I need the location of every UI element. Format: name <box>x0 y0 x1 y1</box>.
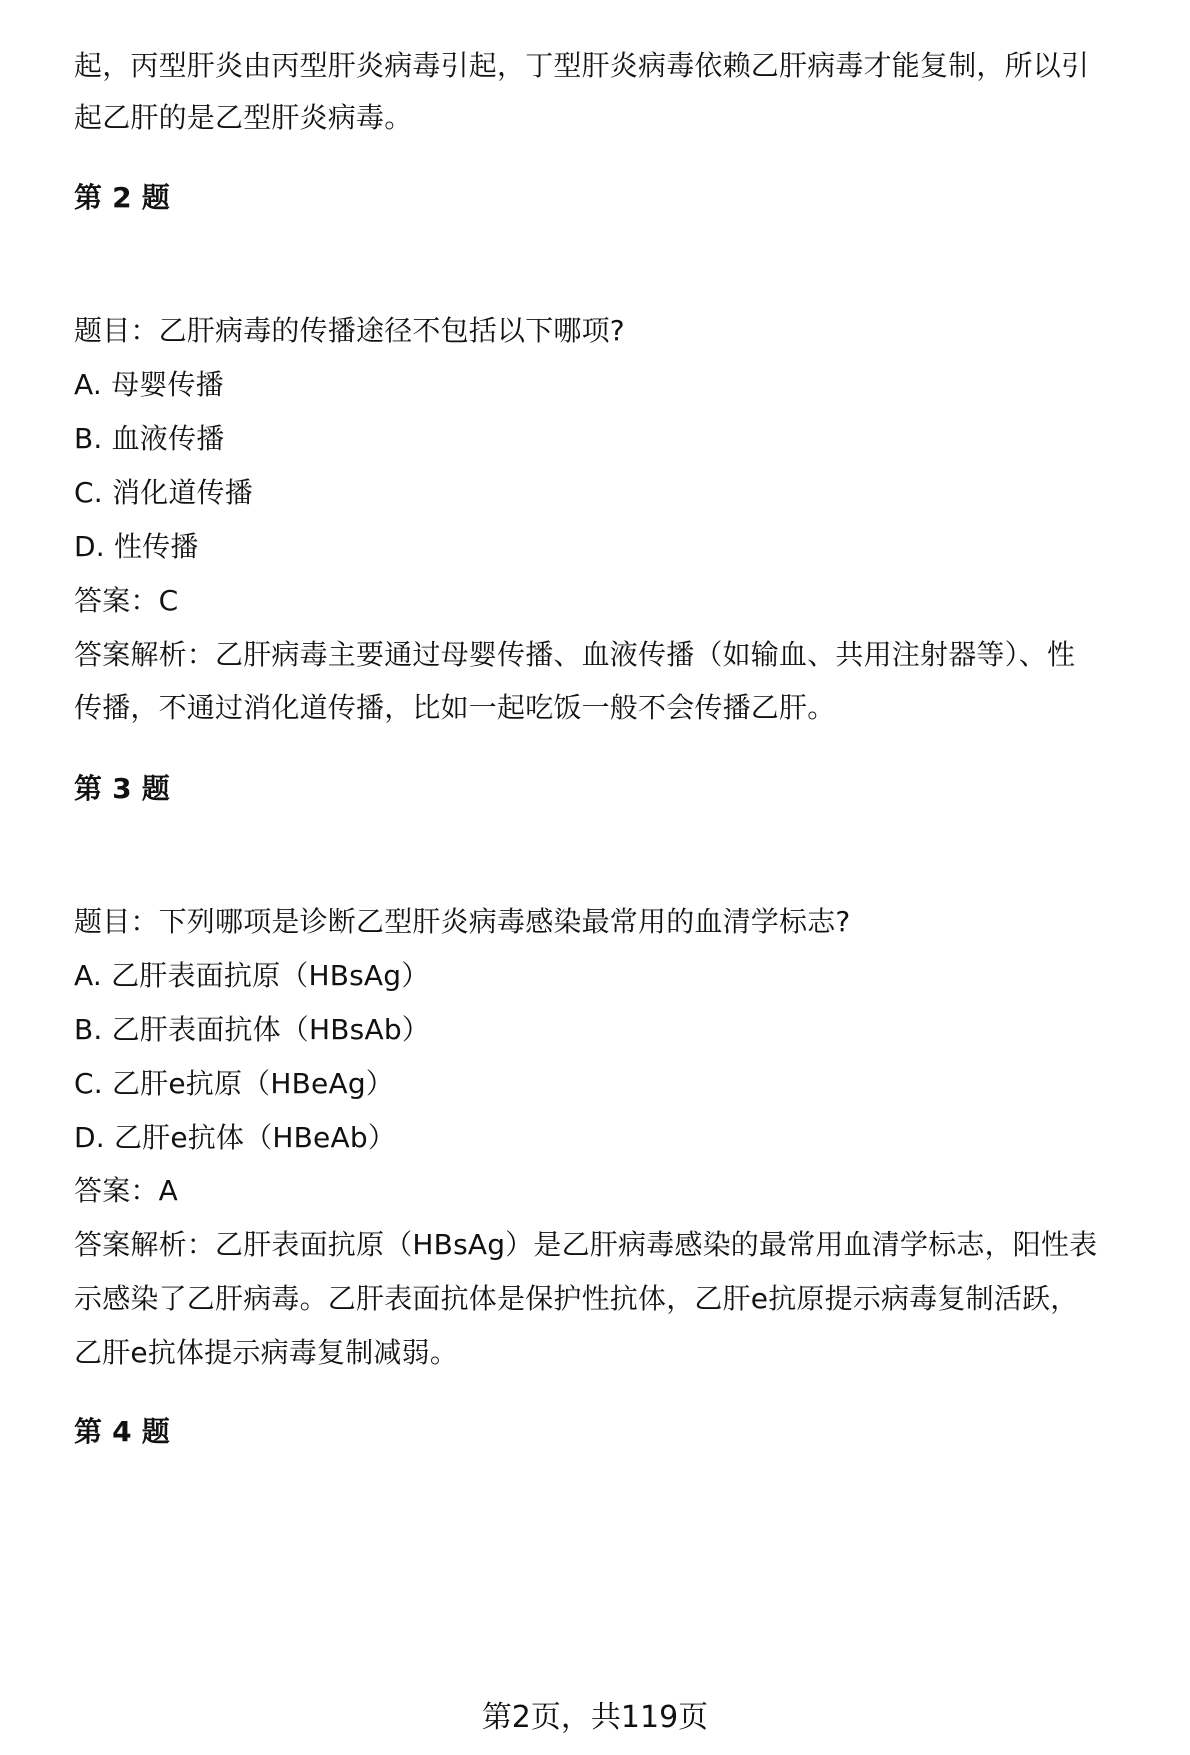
question-2-answer: 答案：C <box>74 584 179 617</box>
question-3-heading: 第 3 题 <box>74 772 170 805</box>
question-3-analysis-line-2: 示感染了乙肝病毒。乙肝表面抗体是保护性抗体，乙肝e抗原提示病毒复制活跃， <box>74 1282 1079 1315</box>
question-3-analysis-line-1: 答案解析：乙肝表面抗原（HBsAg）是乙肝病毒感染的最常用血清学标志，阳性表 <box>74 1228 1098 1261</box>
question-2-option-d: D. 性传播 <box>74 530 199 563</box>
question-3-analysis-line-3: 乙肝e抗体提示病毒复制减弱。 <box>74 1336 459 1369</box>
question-3-option-b: B. 乙肝表面抗体（HBsAb） <box>74 1013 430 1046</box>
question-2-analysis-line-1: 答案解析：乙肝病毒主要通过母婴传播、血液传播（如输血、共用注射器等）、性 <box>74 638 1076 671</box>
question-2-option-a: A. 母婴传播 <box>74 368 224 401</box>
question-3-option-c: C. 乙肝e抗原（HBeAg） <box>74 1067 394 1100</box>
question-2-heading: 第 2 题 <box>74 181 170 214</box>
question-2-analysis-line-2: 传播，不通过消化道传播，比如一起吃饭一般不会传播乙肝。 <box>74 691 836 724</box>
question-3-option-d: D. 乙肝e抗体（HBeAb） <box>74 1121 397 1154</box>
question-2-stem: 题目：乙肝病毒的传播途径不包括以下哪项? <box>74 314 625 347</box>
page-number-footer: 第2页，共119页 <box>481 1700 709 1735</box>
question-4-heading: 第 4 题 <box>74 1415 170 1448</box>
intro-text-line-2: 起乙肝的是乙型肝炎病毒。 <box>74 101 413 134</box>
question-3-option-a: A. 乙肝表面抗原（HBsAg） <box>74 959 430 992</box>
question-3-answer: 答案：A <box>74 1174 178 1207</box>
question-3-stem: 题目：下列哪项是诊断乙型肝炎病毒感染最常用的血清学标志? <box>74 905 851 938</box>
intro-text-line-1: 起，丙型肝炎由丙型肝炎病毒引起，丁型肝炎病毒依赖乙肝病毒才能复制，所以引 <box>74 49 1090 82</box>
question-2-option-b: B. 血液传播 <box>74 422 225 455</box>
question-2-option-c: C. 消化道传播 <box>74 476 253 509</box>
